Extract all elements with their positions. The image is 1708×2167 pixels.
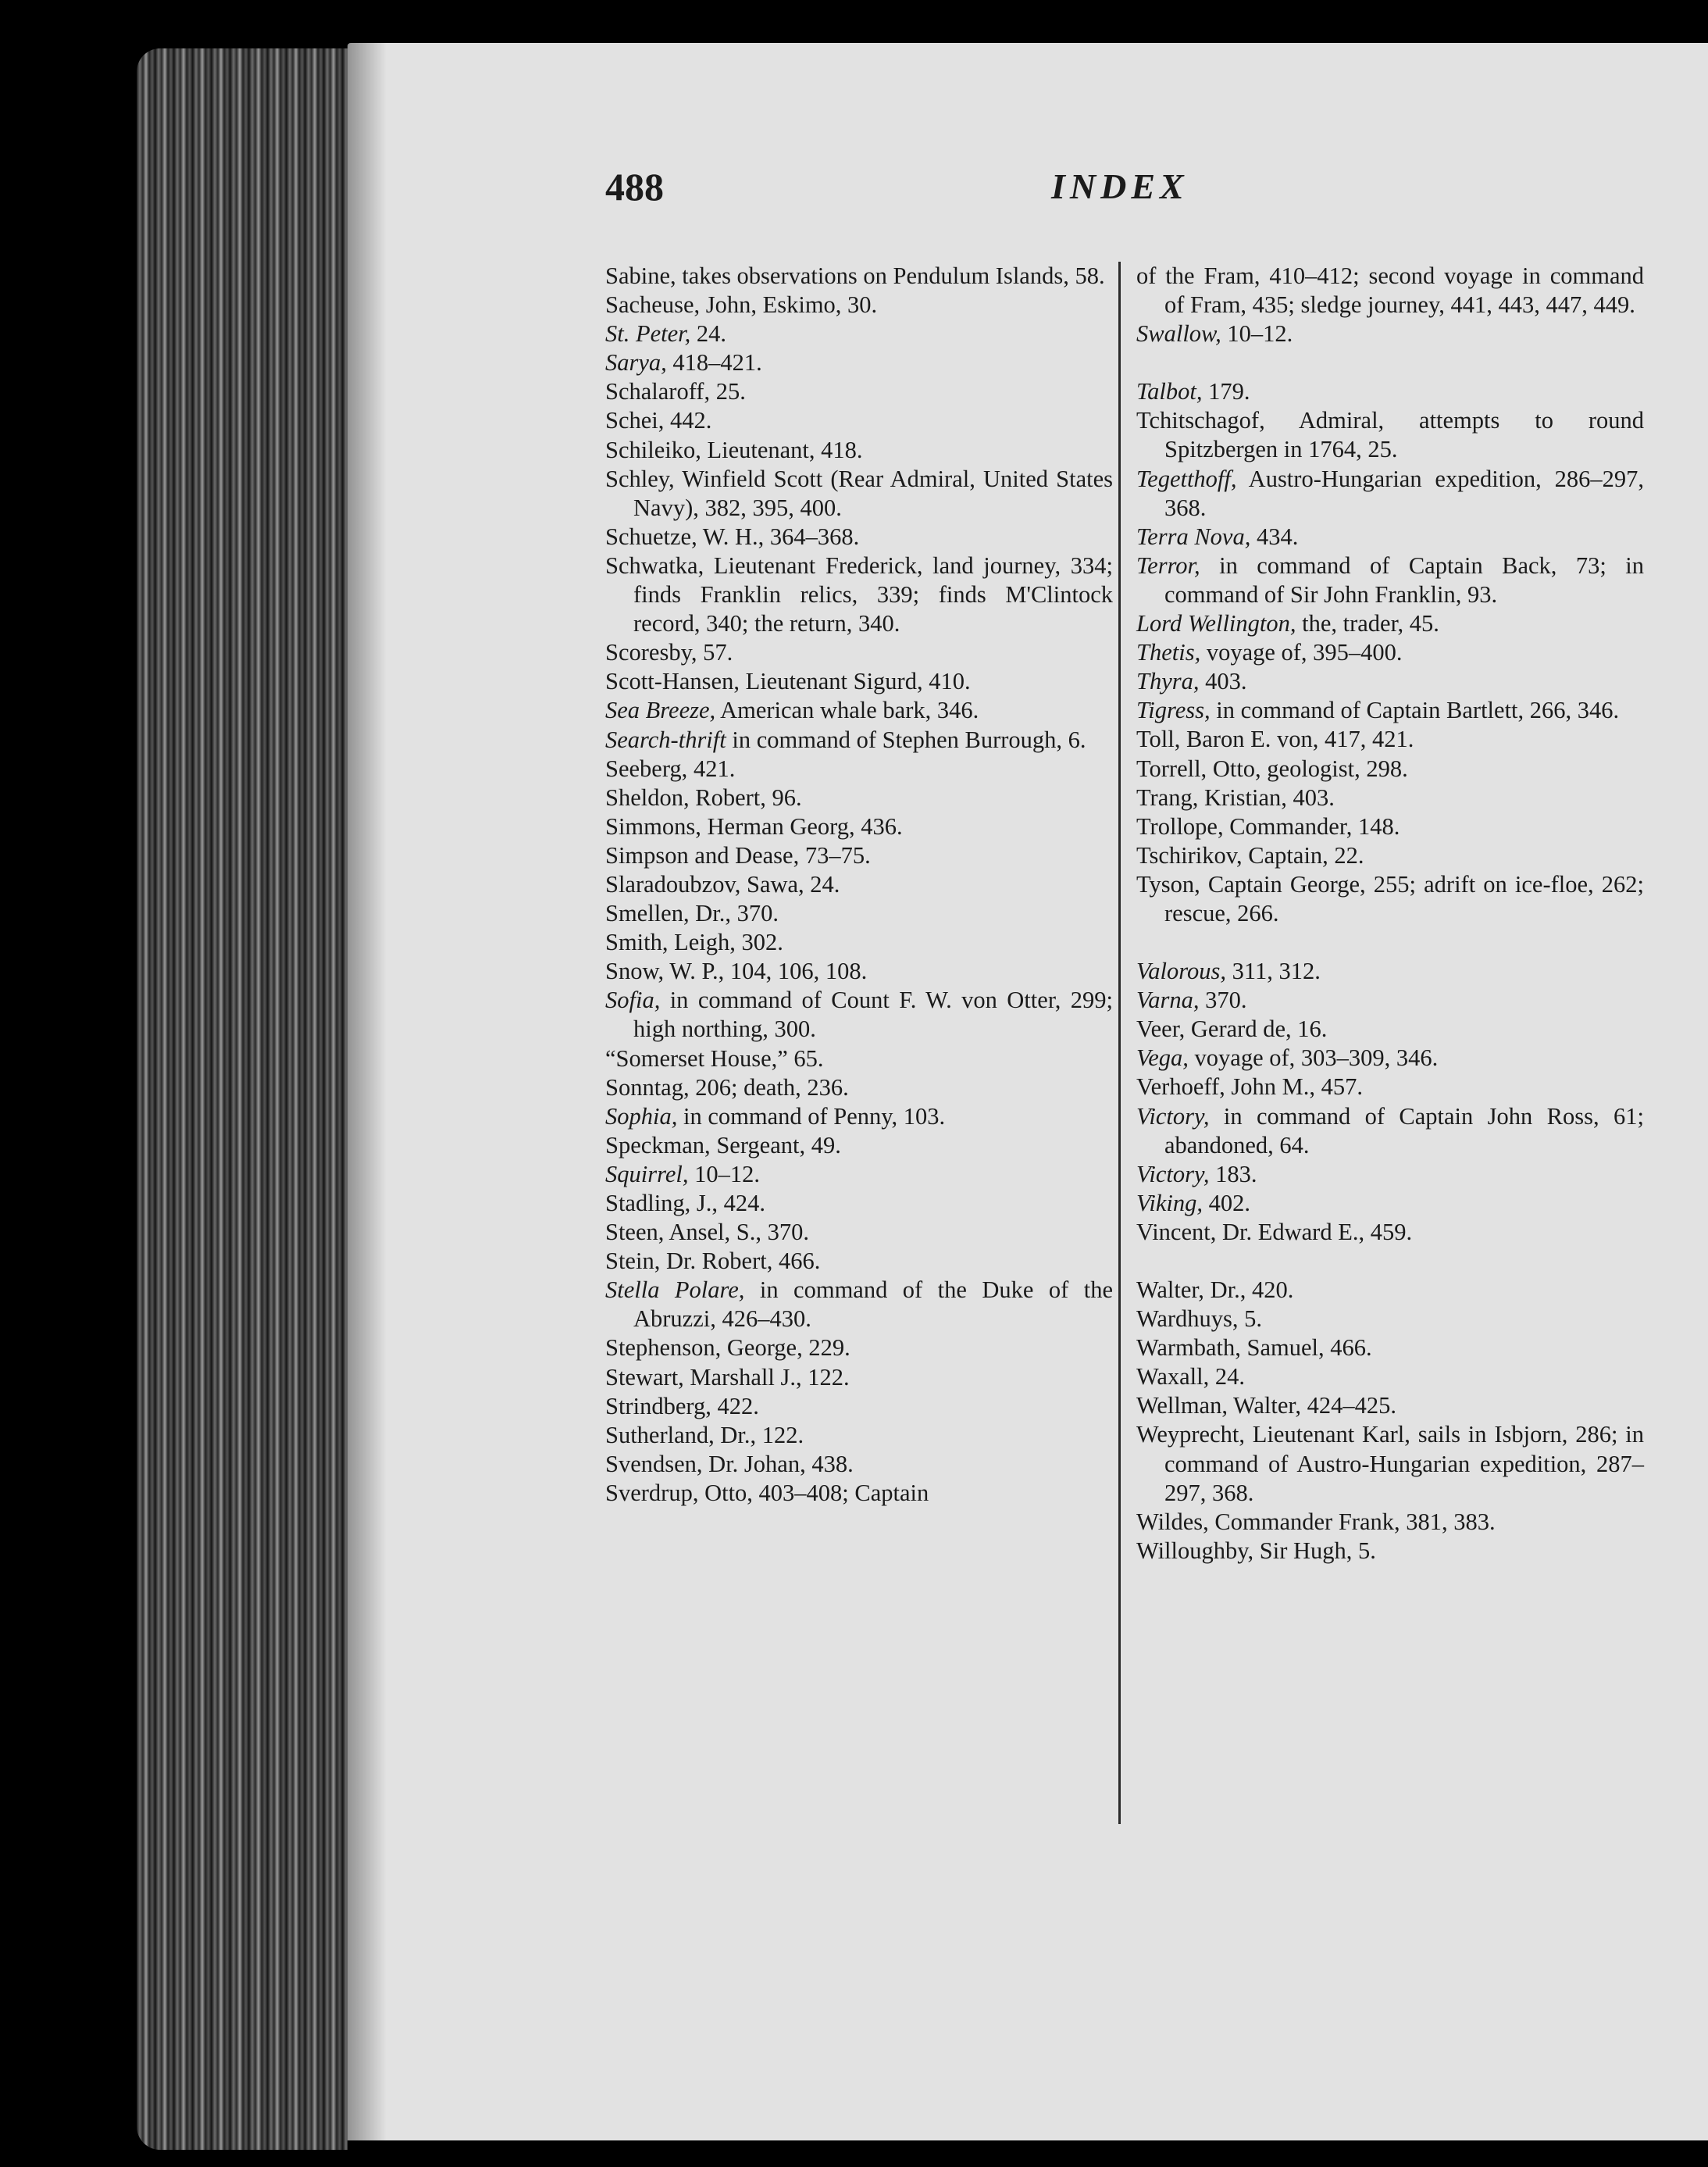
spine-shadow: [348, 43, 387, 2140]
index-entry: [1136, 1073, 1644, 1101]
index-entry: [605, 1276, 1113, 1333]
index-entry-text: Walter, 424–425.: [1227, 1392, 1396, 1419]
index-entry-name: Waxall,: [1136, 1363, 1210, 1391]
index-entry-text: 403.: [1199, 668, 1247, 695]
index-column-left: [605, 262, 1113, 1508]
index-entry: [1136, 1276, 1644, 1305]
index-entry: [1136, 1420, 1644, 1507]
index-entry-text: Baron E. von, 417, 421.: [1180, 726, 1414, 753]
index-entry-name: Schalaroff,: [605, 378, 711, 405]
index-entry: [1136, 812, 1644, 841]
index-entry-name: Wellman,: [1136, 1392, 1228, 1419]
index-entry-text: Captain, 22.: [1242, 841, 1364, 869]
index-entry-name: Svendsen,: [605, 1450, 703, 1477]
index-entry: [605, 1131, 1113, 1160]
index-entry-name: Tegetthoff,: [1136, 465, 1237, 492]
index-entry-name: Tigress,: [1136, 697, 1211, 724]
index-entry-text: 24.: [1209, 1363, 1245, 1391]
index-entry-text: the, trader, 45.: [1296, 610, 1439, 637]
index-entry-name: Squirrel,: [605, 1160, 689, 1187]
index-entry: [1136, 784, 1644, 812]
index-entry-name: Vincent,: [1136, 1218, 1217, 1245]
index-entry-text: in command of Stephen Burrough, 6.: [726, 726, 1086, 753]
index-entry: [1136, 406, 1644, 464]
index-entry-text: Lieutenant, 418.: [701, 436, 863, 463]
index-entry-name: Tchitschagof,: [1136, 407, 1265, 434]
index-entry-text: 418–421.: [666, 349, 762, 377]
index-entry-name: Simpson: [605, 841, 689, 869]
index-entry: [1136, 1160, 1644, 1189]
index-entry-name: Sutherland,: [605, 1421, 715, 1448]
index-entry-name: Victory,: [1136, 1102, 1210, 1130]
index-entry-name: Schei,: [605, 407, 665, 434]
index-entry-text: American whale bark, 346.: [715, 697, 979, 724]
index-entry-name: Trollope,: [1136, 812, 1224, 840]
index-entry-text: 179.: [1202, 378, 1250, 405]
index-entry: [605, 1333, 1113, 1362]
index-entry-text: 25.: [710, 378, 746, 405]
index-entry: [605, 870, 1113, 899]
index-entry: [1136, 320, 1644, 348]
index-entry: [605, 436, 1113, 465]
index-entry-name: Simmons,: [605, 812, 701, 840]
index-entry: [605, 928, 1113, 957]
index-entry: [605, 957, 1113, 986]
index-entry-name: Veer,: [1136, 1016, 1186, 1043]
index-entry: [605, 638, 1113, 667]
index-entry: [1136, 1218, 1644, 1247]
index-entry-name: Swallow,: [1136, 320, 1221, 348]
index-entry-text: Dr. Edward E., 459.: [1216, 1218, 1413, 1245]
index-entry: [605, 552, 1113, 638]
index-entry-text: Samuel, 466.: [1240, 1334, 1372, 1362]
index-entry: [1136, 1102, 1644, 1160]
index-entry-text: Ansel, S., 370.: [664, 1219, 809, 1246]
index-entry-name: Schwatka,: [605, 552, 704, 579]
index-entry-text: 10–12.: [1221, 320, 1293, 348]
book-page-edges: [137, 48, 348, 2150]
index-entry: [1136, 552, 1644, 609]
index-entry-name: Lord Wellington,: [1136, 610, 1296, 637]
index-entry-text: Otto, 403–408; Captain: [698, 1479, 929, 1506]
index-entry: [1136, 1189, 1644, 1218]
index-entry: [605, 1189, 1113, 1218]
index-entry: [605, 1102, 1113, 1131]
index-entry: [1136, 696, 1644, 725]
index-entry-text: Captain George, 255; adrift on ice-floe, 262; rescue, 266.: [1164, 870, 1644, 926]
index-entry: [1136, 725, 1644, 754]
index-entry: [605, 348, 1113, 377]
index-entry-text: Lieutenant Sigurd, 410.: [739, 668, 971, 695]
index-entry-name: Torrell,: [1136, 755, 1207, 782]
index-entry-name: Search-thrift: [605, 726, 726, 753]
index-entry: [605, 291, 1113, 320]
index-entry: [1136, 870, 1644, 928]
index-entry-text: in command of Penny, 103.: [677, 1102, 946, 1130]
index-entry-text: 183.: [1209, 1160, 1257, 1187]
index-entry-text: 421.: [687, 755, 736, 782]
index-entry-name: Sea Breeze,: [605, 697, 716, 724]
index-entry-name: Valorous,: [1136, 958, 1226, 985]
index-entry: [605, 667, 1113, 696]
page-header: [605, 164, 1621, 219]
page-number: 488: [605, 165, 664, 209]
index-entry-text: and Dease, 73–75.: [688, 841, 871, 869]
index-entry-text: Otto, geologist, 298.: [1207, 755, 1408, 782]
index-entry: [1136, 755, 1644, 784]
index-entry-name: Stephenson,: [605, 1334, 722, 1362]
index-entry-name: Schley,: [605, 465, 675, 492]
index-entry: [605, 1073, 1113, 1102]
index-entry-text: Robert, 96.: [689, 784, 802, 811]
index-entry: [1136, 841, 1644, 870]
index-entry-name: Wardhuys,: [1136, 1305, 1239, 1333]
index-entry-name: Trang,: [1136, 784, 1199, 811]
index-entry-text: Commander Frank, 381, 383.: [1208, 1508, 1496, 1535]
index-entry: [605, 465, 1113, 523]
index-entry-name: Terror,: [1136, 552, 1200, 579]
index-entry: [1136, 1015, 1644, 1044]
index-entry: [605, 523, 1113, 552]
index-entry-text: Sawa, 24.: [740, 870, 840, 898]
index-entry-name: Terra Nova,: [1136, 523, 1251, 550]
index-entry: [605, 1363, 1113, 1392]
index-entry: [1136, 1391, 1644, 1420]
index-entry-text: Sir Hugh, 5.: [1253, 1537, 1376, 1564]
index-entry: [1136, 957, 1644, 986]
index-entry: [1136, 1333, 1644, 1362]
index-entry-name: Strindberg,: [605, 1392, 711, 1419]
index-entry-name: Victory,: [1136, 1160, 1210, 1187]
index-entry-name: Schuetze,: [605, 523, 697, 550]
index-entry: [605, 1421, 1113, 1450]
index-entry: [605, 755, 1113, 784]
index-entry-text: Dr., 122.: [714, 1421, 804, 1448]
index-entry-text: in command of Count F. W. von Otter, 299; high northing, 300.: [633, 987, 1113, 1043]
index-entry: [605, 899, 1113, 928]
index-entry-text: in command of Captain Bartlett, 266, 346.: [1210, 697, 1620, 724]
index-entry: [1136, 638, 1644, 667]
index-entry: [605, 726, 1113, 755]
index-entry-name: Stein,: [605, 1248, 661, 1275]
index-entry: [605, 320, 1113, 348]
index-entry-text: in command of Captain John Ross, 61; abandoned, 64.: [1164, 1102, 1644, 1158]
index-entry-text: Lieutenant Karl, sails in Isbjorn, 286; in command of Austro-Hungarian expedition, 287–297, 368.: [1164, 1421, 1644, 1506]
index-entry-name: Vega,: [1136, 1044, 1189, 1072]
index-entry-name: Stella Polare,: [605, 1276, 745, 1304]
index-entry-name: Scoresby,: [605, 639, 697, 666]
index-entry-name: Smith,: [605, 929, 669, 956]
index-entry-name: Stadling,: [605, 1190, 691, 1216]
index-entry-name: Talbot,: [1136, 378, 1203, 405]
index-entry-text: 370.: [1199, 987, 1247, 1014]
index-entry-text: 442.: [664, 407, 712, 434]
index-entry-text: voyage of, 395–400.: [1200, 639, 1403, 666]
index-entry-name: Viking,: [1136, 1189, 1203, 1216]
index-entry-name: Toll,: [1136, 726, 1181, 753]
index-entry-text: Sergeant, 49.: [710, 1131, 841, 1158]
index-entry-name: Sophia,: [605, 1102, 678, 1130]
index-entry-name: St. Peter,: [605, 320, 691, 348]
index-entry-name: Tyson,: [1136, 870, 1200, 898]
index-entry-text: 311, 312.: [1225, 958, 1321, 985]
index-entry: [605, 1160, 1113, 1189]
index-entry-name: Sofia,: [605, 987, 661, 1014]
index-entry: [1136, 667, 1644, 696]
index-entry-name: Stewart,: [605, 1363, 684, 1391]
index-entry: [605, 812, 1113, 841]
index-entry-text: Dr., 370.: [689, 900, 779, 927]
index-entry: [605, 841, 1113, 870]
index-entry-text: 24.: [690, 320, 727, 348]
index-entry: [605, 1392, 1113, 1421]
index-entry-text: Kristian, 403.: [1198, 784, 1335, 811]
index-entry-text: J., 424.: [690, 1190, 766, 1216]
index-entry-name: Thetis,: [1136, 639, 1201, 666]
index-entry-text: voyage of, 303–309, 346.: [1188, 1044, 1439, 1072]
column-divider: [1118, 262, 1121, 1824]
index-entry-name: Sacheuse,: [605, 291, 701, 319]
index-entry-name: Scott-Hansen,: [605, 668, 740, 695]
index-entry-name: Schileiko,: [605, 436, 701, 463]
index-entry-text: Gerard de, 16.: [1185, 1016, 1328, 1043]
index-entry-name: Sabine,: [605, 262, 676, 289]
index-entry: [605, 1247, 1113, 1276]
index-entry: [605, 696, 1113, 725]
index-entry-text: Dr., 420.: [1203, 1276, 1294, 1303]
index-entry-name: Snow,: [605, 958, 665, 985]
index-entry-name: Thyra,: [1136, 668, 1200, 695]
index-entry: [605, 1450, 1113, 1479]
index-entry-text: Austro-Hungarian expedition, 286–297, 368.: [1164, 465, 1644, 521]
index-entry: [1136, 1537, 1644, 1565]
index-entry-name: Seeberg,: [605, 755, 688, 782]
index-entry-text: George, 229.: [721, 1334, 850, 1362]
index-entry: [1136, 609, 1644, 638]
index-entry-text: W. H., 364–368.: [697, 523, 860, 550]
index-entry: [1136, 465, 1644, 523]
index-entry: [605, 784, 1113, 812]
index-entry: [605, 986, 1113, 1044]
index-entry-text: Commander, 148.: [1223, 812, 1400, 840]
index-entry-text: in command of the Duke of the Abruzzi, 426–430.: [633, 1276, 1113, 1333]
index-entry-name: Slaradoubzov,: [605, 870, 741, 898]
index-entry: [605, 1044, 1113, 1073]
index-entry: [1136, 377, 1644, 406]
index-entry-text: 65.: [787, 1044, 824, 1072]
index-entry-text: in command of Captain Back, 73; in command of Sir John Franklin, 93.: [1164, 552, 1644, 608]
index-entry: [605, 377, 1113, 406]
index-entry-name: Varna,: [1136, 987, 1200, 1014]
index-entry-name: Willoughby,: [1136, 1537, 1254, 1564]
index-entry-name: Weyprecht,: [1136, 1421, 1245, 1448]
index-entry-text: of the Fram, 410–412; second voyage in command of Fram, 435; sledge journey, 441, 443, 447, 449.: [1136, 262, 1644, 319]
index-entry-text: Admiral, attempts to round Spitzbergen in 1764, 25.: [1164, 407, 1644, 463]
index-entry-text: 434.: [1250, 523, 1299, 550]
index-entry: [605, 1218, 1113, 1247]
index-entry-name: Steen,: [605, 1219, 665, 1246]
index-entry-name: Tschirikov,: [1136, 841, 1243, 869]
index-entry-name: Wildes,: [1136, 1508, 1209, 1535]
index-entry-text: Dr. Johan, 438.: [702, 1450, 854, 1477]
index-entry: [1136, 523, 1644, 552]
index-entry-name: “Somerset House,”: [605, 1044, 788, 1072]
index-entry-text: John M., 457.: [1225, 1073, 1364, 1101]
index-column-right: [1136, 262, 1644, 1565]
index-entry-text: Dr. Robert, 466.: [660, 1248, 821, 1275]
index-entry-text: W. P., 104, 106, 108.: [664, 958, 868, 985]
index-entry: [1136, 986, 1644, 1015]
index-entry: [1136, 1508, 1644, 1537]
index-entry-name: Speckman,: [605, 1131, 711, 1158]
index-entry-text: Marshall J., 122.: [683, 1363, 850, 1391]
index-entry-name: Sonntag,: [605, 1073, 690, 1101]
index-entry: [605, 262, 1113, 291]
index-entry-text: 402.: [1202, 1189, 1250, 1216]
index-entry-text: Lieutenant Frederick, land journey, 334; finds Franklin relics, 339; finds M'Clintock record, 340; the return, 340.: [633, 552, 1113, 637]
index-entry-name: Smellen,: [605, 900, 690, 927]
index-entry-text: John, Eskimo, 30.: [700, 291, 878, 319]
index-entry-name: Sverdrup,: [605, 1479, 699, 1506]
index-entry-text: takes observations on Pendulum Islands, 58.: [676, 262, 1105, 289]
index-entry-text: Leigh, 302.: [668, 929, 783, 956]
index-entry-text: 10–12.: [688, 1160, 760, 1187]
index-entry-text: 57.: [697, 639, 733, 666]
index-entry: [1136, 1044, 1644, 1073]
index-entry-text: 422.: [711, 1392, 759, 1419]
index-entry: [605, 1479, 1113, 1508]
index-entry-name: Verhoeff,: [1136, 1073, 1225, 1101]
index-entry-name: Warmbath,: [1136, 1334, 1241, 1362]
index-entry: [1136, 262, 1644, 320]
index-entry: [605, 406, 1113, 435]
index-entry-name: Walter,: [1136, 1276, 1204, 1303]
index-entry: [1136, 1305, 1644, 1333]
index-entry-name: Sheldon,: [605, 784, 690, 811]
index-entry-text: Winfield Scott (Rear Admiral, United States Navy), 382, 395, 400.: [633, 465, 1113, 521]
index-entry-text: Herman Georg, 436.: [701, 812, 903, 840]
index-entry-name: Sarya,: [605, 349, 667, 377]
index-entry: [1136, 1362, 1644, 1391]
running-title: INDEX: [1051, 166, 1189, 206]
index-entry-text: 5.: [1238, 1305, 1263, 1333]
index-entry-text: 206; death, 236.: [689, 1073, 849, 1101]
